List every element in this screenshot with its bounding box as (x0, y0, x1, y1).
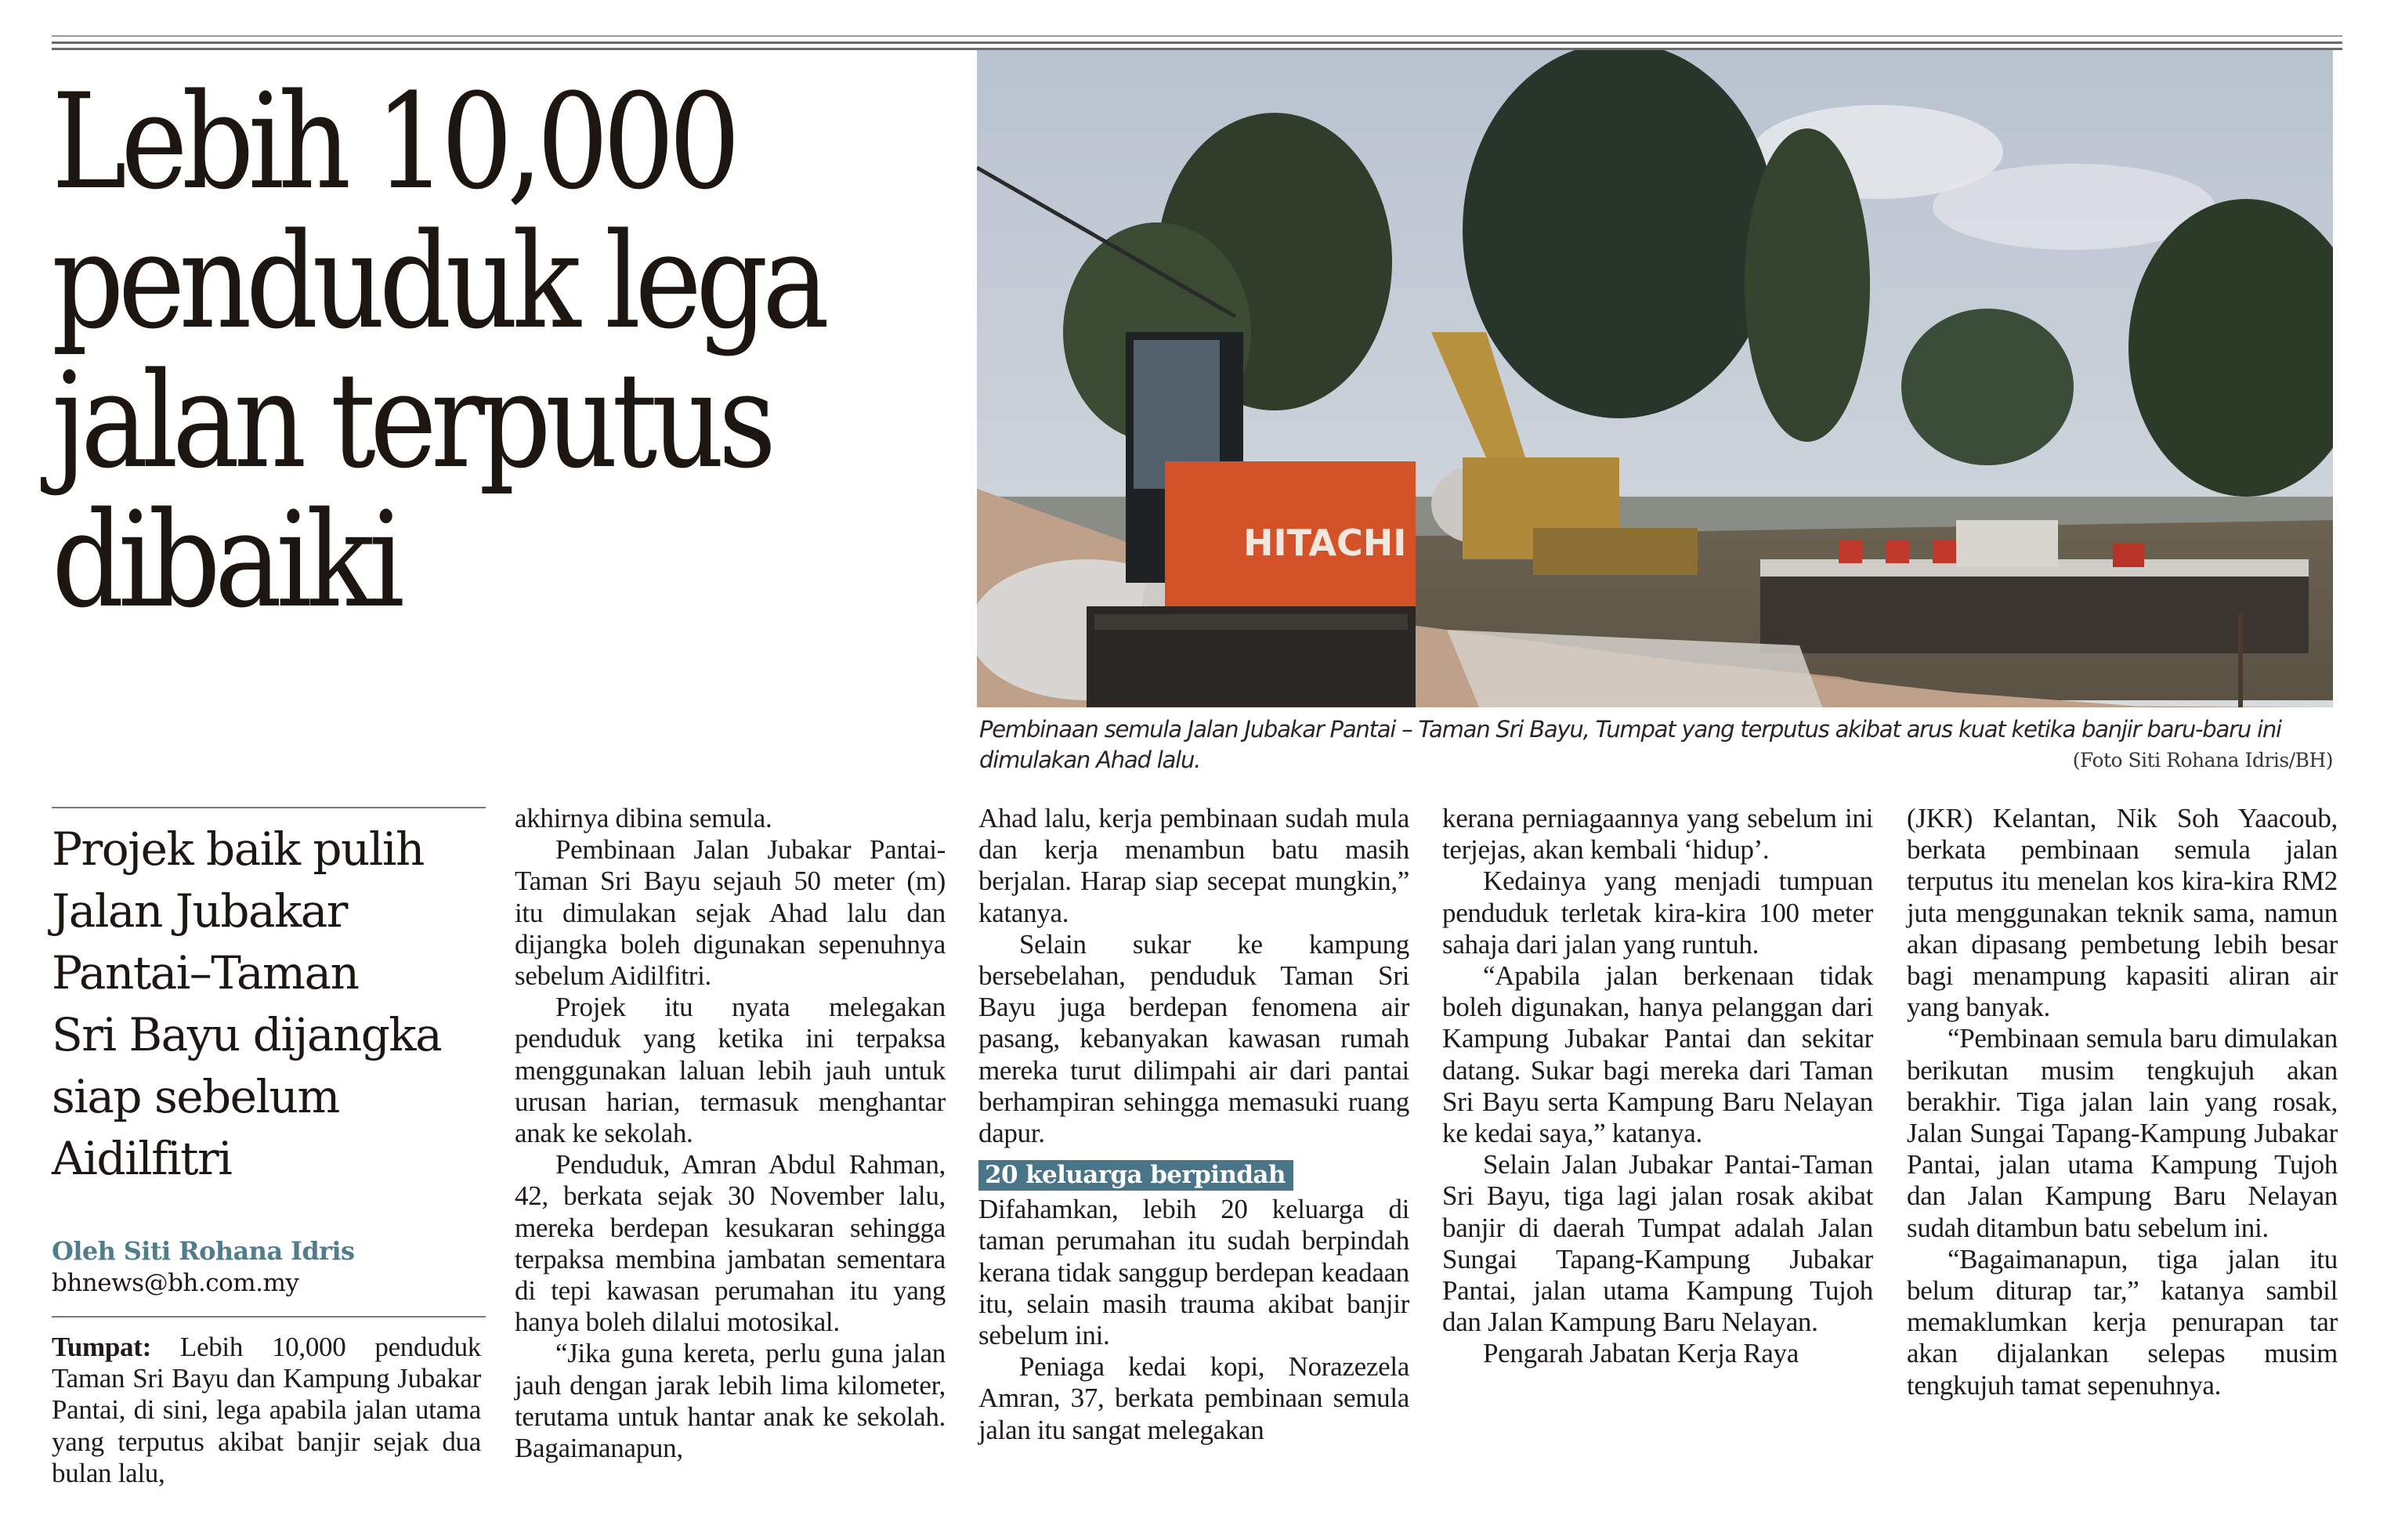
article-column-2 (515, 803, 946, 1464)
paragraph: Penduduk, Amran Abdul Rahman, 42, berkata sejak 30 November lalu, mereka berdepan kesukaran sehingga terpaksa membina jambatan sementara di tepi kawasan perumahan itu yang hanya boleh dilalui motosikal. (515, 1149, 946, 1338)
photo-credit: (Foto Siti Rohana Idris/BH) (2072, 749, 2333, 772)
paragraph: Ahad lalu, kerja pembinaan sudah mula dan kerja menambun batu masih berjalan. Harap siap secepat mungkin,” katanya. (978, 803, 1409, 928)
paragraph: Pengarah Jabatan Kerja Raya (1483, 1338, 1799, 1369)
deck-line-5: siap sebelum (52, 1070, 339, 1123)
headline-line-1: Lebih 10,000 (52, 65, 735, 219)
section-subheading: 20 keluarga berpindah (978, 1160, 1293, 1191)
deck-line-6: Aidilfitri (52, 1132, 232, 1185)
paragraph: “Jika guna kereta, perlu guna jalan jauh dengan jarak lebih lima kilometer, terutama untuk hantar anak ke sekolah. Bagaimanapun, (515, 1338, 946, 1464)
paragraph: Kedainya yang menjadi tumpuan penduduk terletak kira-kira 100 meter sahaja dari jalan yang runtuh. (1442, 866, 1873, 960)
article-column-4 (1442, 803, 1873, 1370)
deck-top-rule (52, 807, 486, 808)
paragraph: akhirnya dibina semula. (515, 803, 772, 833)
paragraph: (JKR) Kelantan, Nik Soh Yaacoub, berkata pembinaan semula jalan terputus itu menelan kos kira-kira RM2 juta menggunakan teknik sama, namun akan dipasang pembetung lebih besar bagi menampung kapasiti aliran air yang banyak. (1907, 803, 2338, 1023)
news-photo (977, 50, 2333, 707)
paragraph: Selain sukar ke kampung bersebelahan, penduduk Taman Sri Bayu juga berdepan fenomena air pasang, kebanyakan kawasan rumah mereka turut dilimpahi air dari pantai berhampiran sehingga memasuki ruang dapur. (978, 928, 1409, 1149)
construction-site-image (977, 50, 2333, 707)
top-rule-2 (52, 42, 2342, 44)
article-column-1 (52, 1332, 481, 1489)
paragraph: Pembinaan Jalan Jubakar Pantai-Taman Sri Bayu sejauh 50 meter (m) itu dimulakan sejak Ahad lalu dan dijangka boleh digunakan sepenuhnya sebelum Aidilfitri. (515, 834, 946, 992)
headline-line-2: penduduk lega (52, 204, 824, 358)
lead-paragraph (52, 1332, 481, 1489)
deck-line-3: Pantai–Taman (52, 946, 359, 1000)
lead-text: Lebih 10,000 penduduk Taman Sri Bayu dan Kampung Jubakar Pantai, di sini, lega apabila jalan utama yang terputus akibat banjir sejak dua bulan lalu, (52, 1332, 482, 1488)
paragraph: “Pembinaan semula baru dimulakan berikutan musim tengkujuh akan berakhir. Tiga jalan lain yang rosak, Jalan Sungai Tapang-Kampung Jubakar Pantai, jalan utama Kampung Tujoh dan Jalan Kampung Baru Nelayan sudah ditambun batu sebelum ini. (1907, 1023, 2338, 1243)
paragraph: Selain Jalan Jubakar Pantai-Taman Sri Bayu, tiga lagi jalan rosak akibat banjir di daerah Tumpat adalah Jalan Sungai Tapang-Kampung Jubakar Pantai, jalan utama Kampung Tujoh dan Jalan Kampung Baru Nelayan. (1442, 1149, 1873, 1338)
paragraph: Projek itu nyata melegakan penduduk yang ketika ini terpaksa menggunakan laluan lebih jauh untuk urusan harian, termasuk menghantar anak ke sekolah. (515, 992, 946, 1149)
deck-line-1: Projek baik pulih (52, 822, 424, 876)
article-column-5 (1907, 803, 2338, 1401)
paragraph: Peniaga kedai kopi, Norazezela Amran, 37, berkata pembinaan semula jalan itu sangat melegakan (978, 1351, 1409, 1445)
dateline: Tumpat: (52, 1332, 151, 1362)
paragraph: Difahamkan, lebih 20 keluarga di taman perumahan itu sudah berpindah kerana tidak sanggup berdepan keadaan itu, selain masih trauma akibat banjir sebelum ini. (978, 1194, 1409, 1351)
excavator-brand-label: HITACHI (1243, 522, 1407, 564)
top-rule-1 (52, 35, 2342, 37)
deck-line-4: Sri Bayu dijangka (52, 1008, 442, 1061)
paragraph: “Apabila jalan berkenaan tidak boleh digunakan, hanya pelanggan dari Kampung Jubakar Pantai dan sekitar datang. Sukar bagi mereka dari Taman Sri Bayu serta Kampung Baru Nelayan ke kedai saya,” katanya. (1442, 960, 1873, 1149)
deck-subheadline (52, 819, 490, 1190)
byline-author: Oleh Siti Rohana Idris (52, 1236, 355, 1266)
deck-line-2: Jalan Jubakar (52, 884, 348, 938)
photo-caption (979, 714, 2335, 775)
paragraph: “Bagaimanapun, tiga jalan itu belum diturap tar,” katanya sambil memaklumkan kerja penurapan tar akan dijalankan selepas musim tengkujuh tamat sepenuhnya. (1907, 1243, 2338, 1401)
article-column-3 (978, 803, 1409, 1446)
headline (52, 65, 982, 637)
byline-bottom-rule (52, 1316, 486, 1318)
headline-line-3: jalan terputus (52, 344, 771, 497)
paragraph: kerana perniagaannya yang sebelum ini terjejas, akan kembali ‘hidup’. (1442, 803, 1873, 866)
byline-email[interactable]: bhnews@bh.com.my (52, 1269, 299, 1297)
caption-text: Pembinaan semula Jalan Jubakar Pantai – Taman Sri Bayu, Tumpat yang terputus akibat arus kuat ketika banjir baru-baru ini dimulakan Ahad lalu. (979, 716, 2281, 773)
headline-line-4: dibaiki (52, 483, 400, 637)
